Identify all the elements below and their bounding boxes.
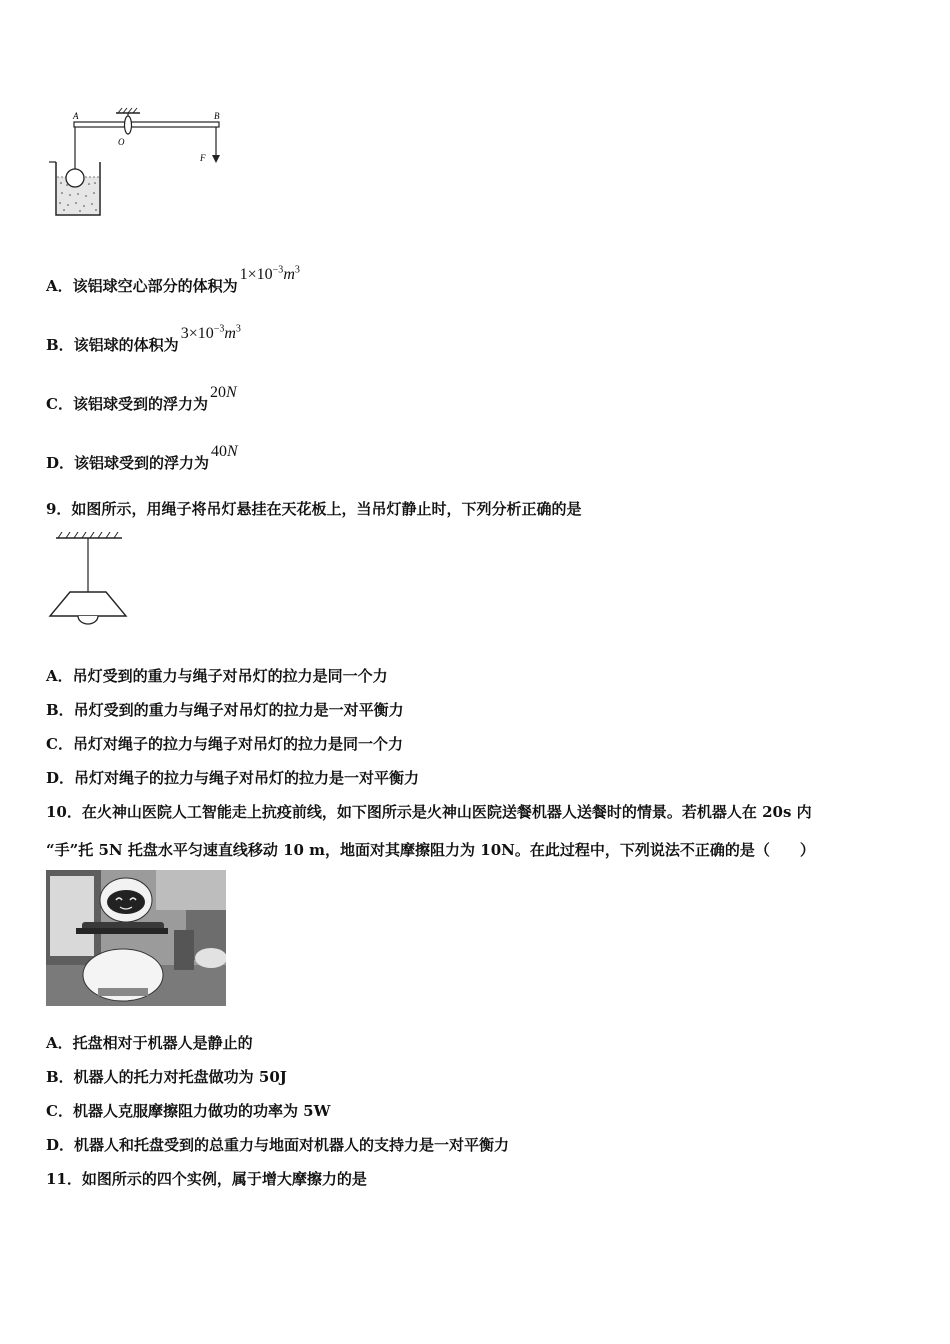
hanging-lamp-figure: [46, 530, 130, 630]
label-o: O: [118, 137, 125, 147]
label-f: F: [200, 153, 206, 163]
label-a: A: [73, 111, 79, 121]
q10-stem-line2: “手”托 5N 托盘水平匀速直线移动 10 m，地面对其摩擦阻力为 10N。在此过程中，下列说法不正确的是（ ）: [46, 841, 815, 859]
label-b: B: [214, 111, 220, 121]
q10-option-d: D．机器人和托盘受到的总重力与地面对机器人的支持力是一对平衡力: [46, 1136, 510, 1154]
q10-option-b: B．机器人的托力对托盘做功为 50J: [46, 1068, 287, 1086]
q8-option-a: A．该铝球空心部分的体积为$1\times 10^{-3}m^3$: [46, 264, 300, 295]
q9-stem: 9．如图所示，用绳子将吊灯悬挂在天花板上，当吊灯静止时，下列分析正确的是: [46, 500, 582, 518]
q8-option-d: D．该铝球受到的浮力为40N: [46, 443, 238, 472]
q9-option-b: B．吊灯受到的重力与绳子对吊灯的拉力是一对平衡力: [46, 701, 404, 719]
q10-option-a: A．托盘相对于机器人是静止的: [46, 1034, 253, 1052]
q11-stem: 11．如图所示的四个实例，属于增大摩擦力的是: [46, 1170, 367, 1188]
q9-option-d: D．吊灯对绳子的拉力与绳子对吊灯的拉力是一对平衡力: [46, 769, 420, 787]
q9-option-c: C．吊灯对绳子的拉力与绳子对吊灯的拉力是同一个力: [46, 735, 403, 753]
q10-stem-line1: 10．在火神山医院人工智能走上抗疫前线，如下图所示是火神山医院送餐机器人送餐时的情景。若机器人在 20s 内: [46, 803, 812, 821]
delivery-robot-photo: [46, 870, 226, 1006]
lever-buoyancy-figure: [44, 105, 244, 223]
q9-option-a: A．吊灯受到的重力与绳子对吊灯的拉力是同一个力: [46, 667, 388, 685]
q10-option-c: C．机器人克服摩擦阻力做功的功率为 5W: [46, 1102, 331, 1120]
q8-option-c: C．该铝球受到的浮力为20N: [46, 384, 237, 413]
q8-option-b: B．该铝球的体积为$3\times 10^{-3}m^3$: [46, 323, 241, 354]
